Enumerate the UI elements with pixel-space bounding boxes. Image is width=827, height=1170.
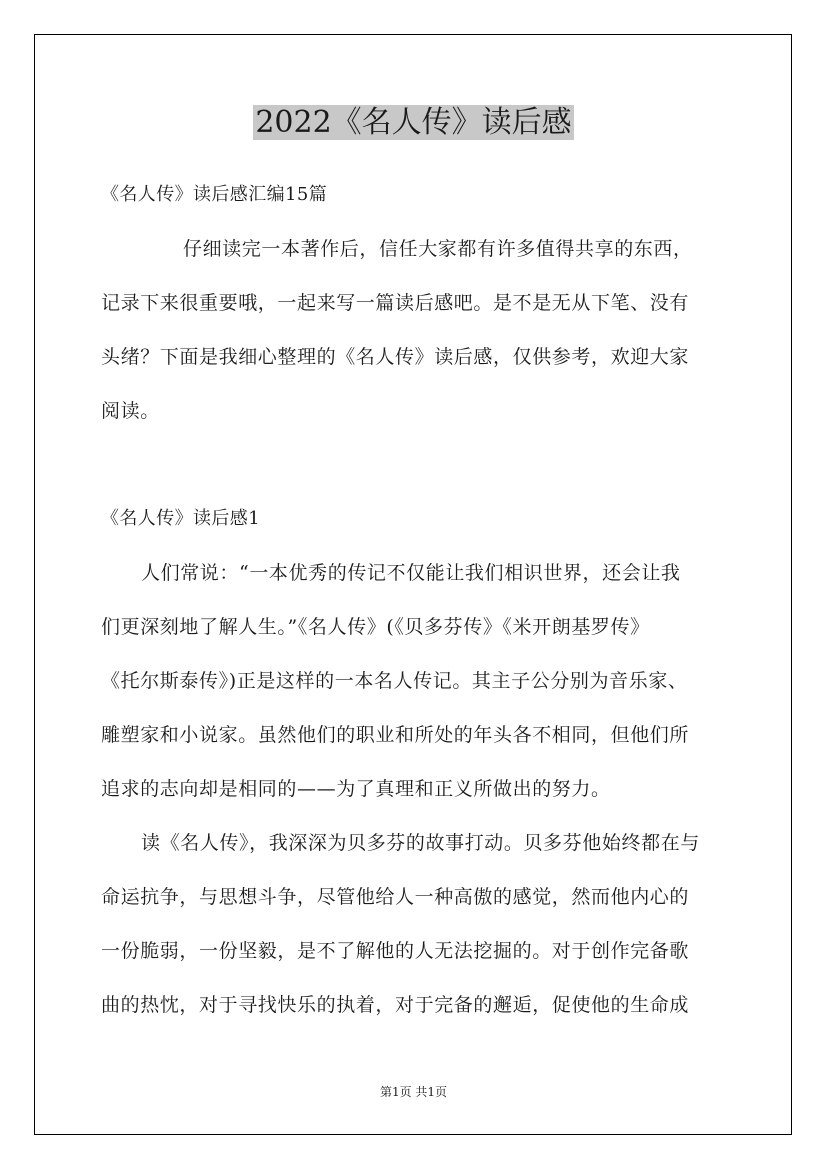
paragraph-line: 追求的志向却是相同的——为了真理和正义所做出的努力。	[101, 778, 611, 800]
document-subtitle: 《名人传》读后感汇编15篇	[101, 184, 328, 205]
paragraph-line: 《托尔斯泰传》)正是这样的一本名人传记。其主子公分别为音乐家、	[101, 670, 688, 692]
paragraph-line: 人们常说：“一本优秀的传记不仅能让我们相识世界，还会让我	[141, 562, 681, 584]
intro-line: 头绪？下面是我细心整理的《名人传》读后感，仅供参考，欢迎大家	[101, 346, 690, 368]
intro-line: 记录下来很重要哦，一起来写一篇读后感吧。是不是无从下笔、没有	[101, 292, 690, 314]
paragraph-line: 读《名人传》，我深深为贝多芬的故事打动。贝多芬他始终都在与	[141, 832, 700, 854]
document-title: 2022《名人传》读后感	[255, 105, 572, 140]
intro-line: 仔细读完一本著作后，信任大家都有许多值得共享的东西，	[183, 238, 693, 260]
paragraph-line: 曲的热忱，对于寻找快乐的执着，对于完备的邂逅，促使他的生命成	[101, 994, 690, 1016]
page-number: 第1页 共1页	[379, 1085, 448, 1099]
intro-line: 阅读。	[101, 400, 160, 422]
paragraph-line: 一份脆弱，一份坚毅，是不了解他的人无法挖掘的。对于创作完备歌	[101, 940, 690, 962]
paragraph-line: 们更深刻地了解人生。”《名人传》(《贝多芬传》《米开朗基罗传》	[101, 616, 650, 638]
paragraph-line: 命运抗争，与思想斗争，尽管他给人一种高傲的感觉，然而他内心的	[101, 886, 690, 908]
paragraph-line: 雕塑家和小说家。虽然他们的职业和所处的年头各不相同，但他们所	[101, 724, 690, 746]
section-heading: 《名人传》读后感1	[101, 508, 261, 529]
